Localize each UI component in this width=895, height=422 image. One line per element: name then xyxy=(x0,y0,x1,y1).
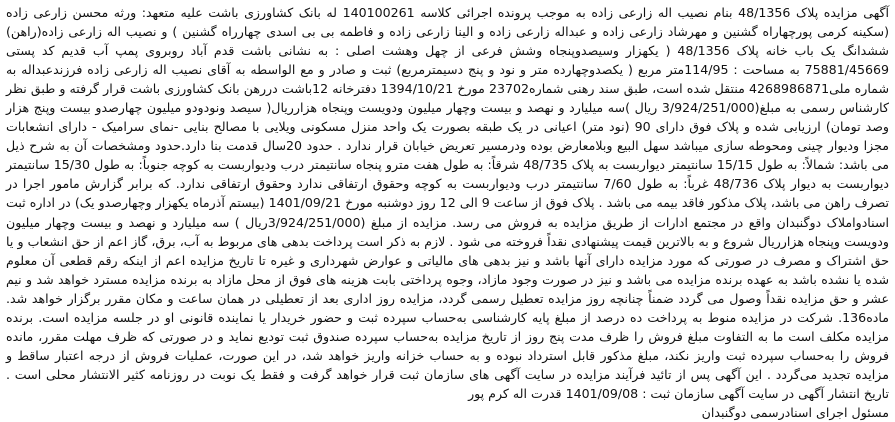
auction-notice-body: آگهی مزایده پلاک 48/1356 بنام نصیب اله زارعی زاده به موجب پرونده اجرائی کلاسه 140100261 له بانک کشاورزی باشت علیه متعهد: ورثه محسن زارعی زاده (سکینه کرمی پورچهاراه گشنین و مهرشاد زارعی زاده و عبداله زارعی زاده و الینا زارعی زاده و فاطمه بی بی اسدی چهارراه گشنین ) و نصیب اله زارعی زاده(راهن) ششدانگ یک باب خانه پلاک 48/1356 ( یکهزار وسیصدوپنجاه وشش فرعی از چهل وهشت اصلی : به نشانی باشت قدم آباد روبروی پمپ آب قدیم کد پستی 75881/45669 به مساحت : 114/95متر مربع ( یکصدوچهارده متر و نود و پنج دسیمترمربع) ثبت و صادر و مع الواسطه به آقای نصیب اله زارعی زاده فرزندعبداله به شماره ملی4268986871 منتقل شده است، طبق سند رهنی شماره23702 مورخ 1394/10/21 دفترخانه 12باشت دررهن بانک کشاورزی باشت قرار گرفته و طبق نظر کارشناس رسمی به مبلغ(3/924/251/000 ریال )سه میلیارد و نهصد و بیست وچهار میلیون ودویست وپنجاه هزارریال( سیصد ونودودو میلیون چهارصدو بیست وپنج هزار وصد تومان) ارزیابی شده و پلاک فوق دارای 90 (نود متر) اعیانی در یک طبقه بصورت یک واحد منزل مسکونی ویلایی با مصالح بنایی -نمای سرامیک - دارای انشعابات مجزا ودیوار چینی ومحوطه سازی میباشد سهل البیع وبلامعارض بوده ودرمسیر تعریض خیابان قرار ندارد . حدود 20سال قدمت بنا دارد.حدود ومشخصات آن به شرح ذیل می باشد: شمالاً: به طول 15/15 سانتیمتر دیواربست به پلاک 48/735 شرقاً: به طول هفت مترو پنجاه سانتیمتر درب ودیواربست به کوچه جنوباً: به طول 15/30 سانتیمتر دیواربست به دیوار پلاک 48/736 غرباً: به طول 7/60 سانتیمتر درب ودیواربست به کوچه وحقوق ارتفاقی ندارد وحقوق ارتفاقی ندارد. که برابر گزارش مامور اجرا در تصرف راهن می باشد، پلاک مذکور فاقد بیمه می باشد . پلاک فوق از ساعت 9 الی 12 روز دوشنبه مورخ 1401/09/21 (بیستم آذرماه یکهزار وچهارصدو یک) در اداره ثبت اسنادواملاک دوگنبدان واقع در مجتمع ادارات از طریق مزایده به فروش می رسد. مزایده از مبلغ (3/924/251/000ریال ) سه میلیارد و نهصد و بیست وچهار میلیون ودویست وپنجاه هزارریال شروع و به بالاترین قیمت پیشنهادی نقداً فروخته می شود . لازم به ذکر است پرداخت بدهی های مربوط به آب، برق، گاز اعم از حق انشعاب و یا حق اشتراک و مصرف در صورتی که مورد مزایده دارای آنها باشد و نیز بدهی های مالیاتی و عوارض شهرداری و غیره تا تاریخ مزایده اعم از اینکه رقم قطعی آن معلوم شده یا نشده باشد به عهده برنده مزایده می باشد و نیز در صورت وجود مازاد، وجوه پرداختی بابت هزینه های فوق از محل مازاد به برنده مزایده مسترد خواهد شد و نیم عشر و حق مزایده نقداً وصول می گردد ضمناً چنانچه روز مزایده تعطیل رسمی گردد، مزایده روز اداری بعد از تعطیلی در همان ساعت و مکان مقرر برگزار خواهد شد. ماده136. شرکت در مزایده منوط به پرداخت ده درصد از مبلغ پایه کارشناسی به‌حساب سپرده ثبت و حضور خریدار یا نماینده قانونی او در جلسه مزایده است. برنده مزایده مکلف است ما به التفاوت مبلغ فروش را ظرف مدت پنج روز از تاریخ مزایده به‌حساب سپرده صندوق ثبت تودیع نماید و در صورتی که ظرف مهلت مقرر، مانده فروش را به‌حساب سپرده ثبت واریز نکند، مبلغ مذکور قابل استرداد نبوده و به حساب خزانه واریز خواهد شد، در این صورت، عملیات فروش از درجه اعتبار ساقط و مزایده تجدید می‌گردد . این آگهی پس از تائید فرآیند مزایده در سایت آگهی های سازمان ثبت قرار خواهد گرفت و فقط یک نوبت در روزنامه کثیر الانتشار محلی است . تاریخ انتشار آگهی در سایت آگهی سازمان ثبت : 1401/09/08 قدرت اله کرم پور xyxy=(6,5,890,401)
notice-signature: مسئول اجرای اسنادرسمی دوگنبدان xyxy=(701,404,889,420)
